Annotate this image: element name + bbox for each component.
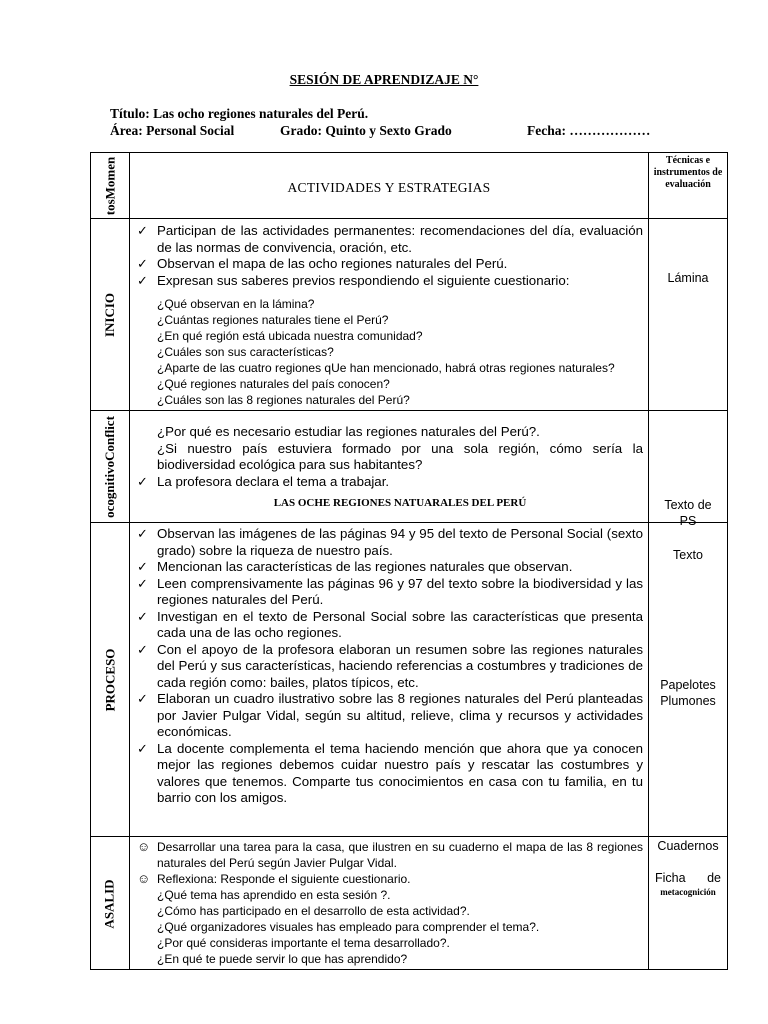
list-item: ✓ Mencionan las características de las regiones naturales que observan. bbox=[137, 559, 573, 574]
list-item: ✓ Elaboran un cuadro ilustrativo sobre las 8 regiones naturales del Perú planteadas por Javier Pulgar Vidal, según su altitud, relieve, clima y recursos y actividades económicas. bbox=[137, 691, 643, 739]
check-icon: ✓ bbox=[137, 691, 148, 706]
list-item: ☺ Desarrollar una tarea para la casa, que ilustren en su cuaderno el mapa de las 8 regiones naturales del Perú según Javier Pulgar Vidal. bbox=[137, 839, 643, 870]
salida-activities bbox=[135, 839, 643, 967]
question: ¿Cuántas regiones naturales tiene el Perú? bbox=[157, 313, 389, 327]
check-icon: ✓ bbox=[137, 272, 148, 288]
question: ¿Si nuestro país estuviera formado por una sola región, cómo sería la biodiversidad ecológica para sus habitantes? bbox=[157, 440, 643, 472]
stage-header: tosMomen bbox=[102, 156, 117, 215]
check-icon: ✓ bbox=[137, 473, 148, 489]
check-icon: ✓ bbox=[137, 641, 148, 657]
session-title: Título: Las ocho regiones naturales del Perú. bbox=[110, 106, 369, 121]
stage-salida: ASALID bbox=[102, 878, 117, 929]
question: ¿Cómo has participado en el desarrollo de esta actividad?. bbox=[157, 904, 470, 918]
stage-inicio: INICIO bbox=[102, 292, 118, 337]
smiley-icon: ☺ bbox=[137, 839, 151, 854]
activities-header: ACTIVIDADES Y ESTRATEGIAS bbox=[287, 180, 491, 195]
stage-proceso: PROCESO bbox=[102, 648, 117, 711]
check-icon: ✓ bbox=[137, 256, 148, 271]
check-icon: ✓ bbox=[137, 559, 148, 574]
area-label: Área: Personal Social bbox=[110, 123, 235, 138]
eval-lamina: Lámina bbox=[667, 271, 709, 285]
topic-heading-wrap bbox=[135, 495, 643, 512]
row-divider-conflicto bbox=[90, 522, 728, 523]
document-title: SESIÓN DE APRENDIZAJE N° bbox=[289, 72, 479, 87]
question: ¿Qué organizadores visuales has empleado para comprender el tema?. bbox=[157, 920, 540, 934]
question: ¿Cuáles son sus características? bbox=[157, 345, 334, 359]
conflicto-activities bbox=[135, 424, 643, 490]
check-icon: ✓ bbox=[137, 608, 148, 624]
list-item: ✓ Leen comprensivamente las páginas 96 y 97 del texto sobre la biodiversidad y las regiones naturales del Perú. bbox=[137, 575, 643, 607]
eval-ficha: Ficha de bbox=[655, 871, 721, 885]
check-icon: ✓ bbox=[137, 223, 148, 238]
question: ¿Qué tema has aprendido en esta sesión ?. bbox=[157, 888, 391, 902]
question: ¿Por qué consideras importante el tema desarrollado?. bbox=[157, 936, 450, 950]
header-divider bbox=[90, 218, 728, 219]
list-item: ✓ Con el apoyo de la profesora elaboran un resumen sobre las regiones naturales del Perú y sus características, haciendo referencias a costumbres y tradiciones de cada región como: bailes, platos típicos, etc. bbox=[137, 641, 643, 690]
list-item: ✓ Expresan sus saberes previos respondiendo el siguiente cuestionario: bbox=[137, 272, 570, 288]
question: ¿Por qué es necesario estudiar las regiones naturales del Perú?. bbox=[157, 424, 540, 439]
question: ¿Qué regiones naturales del país conocen? bbox=[157, 377, 390, 391]
inicio-questions bbox=[135, 296, 643, 408]
row-divider-inicio bbox=[90, 410, 728, 411]
check-icon: ✓ bbox=[137, 740, 148, 756]
grado-label: Grado: Quinto y Sexto Grado bbox=[280, 123, 452, 138]
topic-heading: LAS OCHE REGIONES NATUARALES DEL PERÚ bbox=[273, 497, 527, 509]
eval-texto-ps: Texto de PS bbox=[664, 498, 712, 528]
list-item: ✓ La profesora declara el tema a trabajar. bbox=[137, 473, 390, 489]
check-icon: ✓ bbox=[137, 526, 148, 541]
list-item: ✓ Participan de las actividades permanentes: recomendaciones del día, evaluación de las normas de convivencia, oración, etc. bbox=[137, 223, 643, 255]
inicio-activities bbox=[135, 223, 643, 289]
list-item: ✓ La docente complementa el tema haciendo mención que ahora que ya conocen mejor las regiones debemos cuidar nuestro país y rescatar las costumbres y valores que tenemos. Comparte tus conocimientos en casa con tu familia, en tu barrio con los amigos. bbox=[137, 740, 643, 805]
question: ¿En qué te puede servir lo que has aprendido? bbox=[157, 952, 408, 966]
row-divider-proceso bbox=[90, 836, 728, 837]
stage-conflicto: ocognitivoConflict bbox=[102, 415, 118, 518]
question: ¿Cuáles son las 8 regiones naturales del Perú? bbox=[157, 393, 410, 407]
question: ¿En qué región está ubicada nuestra comunidad? bbox=[157, 329, 423, 343]
eval-texto: Texto bbox=[673, 548, 703, 562]
smiley-icon: ☺ bbox=[137, 871, 151, 886]
eval-papelotes-plumones: Papelotes Plumones bbox=[660, 678, 716, 708]
list-item: ✓ Investigan en el texto de Personal Social sobre las características que presenta cada una de las ocho regiones. bbox=[137, 608, 643, 640]
question: ¿Qué observan en la lámina? bbox=[157, 297, 315, 311]
list-item: ✓ Observan el mapa de las ocho regiones naturales del Perú. bbox=[137, 256, 508, 271]
question: ¿Aparte de las cuatro regiones qUe han mencionado, habrá otras regiones naturales? bbox=[157, 361, 615, 375]
list-item: ✓ Observan las imágenes de las páginas 94 y 95 del texto de Personal Social (sexto grado) sobre la riqueza de nuestro país. bbox=[137, 526, 643, 558]
list-item: ☺ Reflexiona: Responde el siguiente cuestionario. bbox=[137, 871, 411, 886]
check-icon: ✓ bbox=[137, 575, 148, 591]
eval-metacognicion: metacognición bbox=[660, 887, 716, 897]
stage-column-divider bbox=[129, 152, 130, 970]
session-meta-row bbox=[110, 123, 651, 139]
eval-cuadernos: Cuadernos bbox=[657, 839, 719, 853]
proceso-activities bbox=[135, 526, 643, 807]
fecha-label: Fecha: ……………… bbox=[527, 123, 651, 138]
evaluation-header: Técnicas e instrumentos de evaluación bbox=[653, 155, 723, 190]
